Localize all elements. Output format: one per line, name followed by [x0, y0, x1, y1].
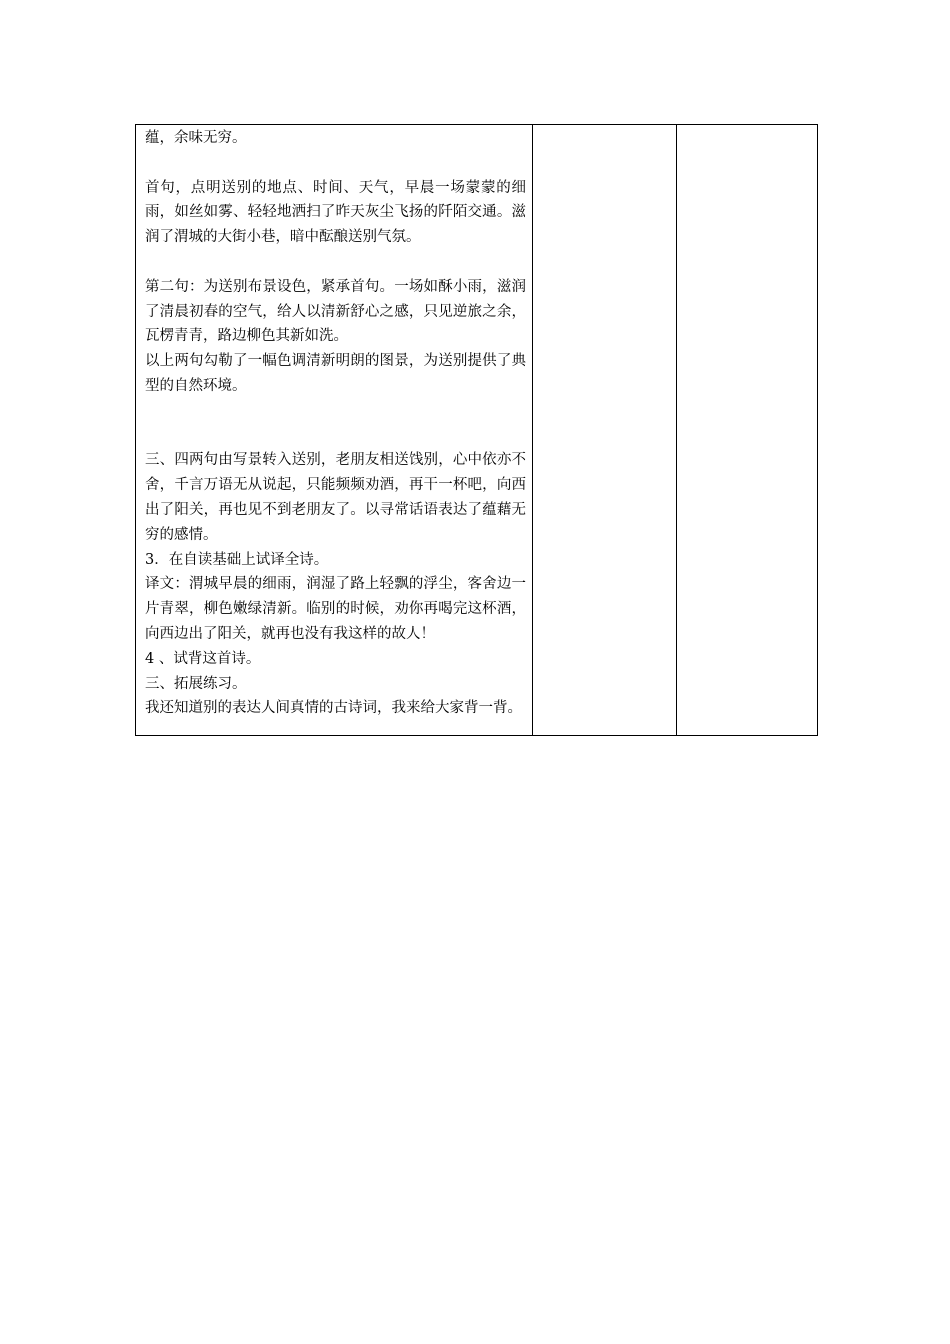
paragraph-intro-end: 蕴，余味无穷。 [145, 130, 247, 146]
paragraph-extension-text: 我还知道别的表达人间真情的古诗词，我来给大家背一背。 [145, 700, 522, 717]
paragraph-first-line-analysis: 首句，点明送别的地点、时间、天气，早晨一场蒙蒙的细雨，如丝如雾、轻轻地洒扫了昨天灰尘飞扬的阡陌交通。滋润了渭城的大街小巷，暗中酝酿送别气氛。 [145, 179, 526, 246]
paragraph-extension-heading: 三、拓展练习。 [145, 675, 247, 692]
paragraph-step-4: 4 、试背这首诗。 [145, 650, 261, 667]
lesson-table [135, 124, 818, 736]
paragraph-third-fourth-analysis: 三、四两句由写景转入送别，老朋友相送饯别，心中依亦不舍，千言万语无从说起，只能频频劝酒，再干一杯吧，向西出了阳关，再也见不到老朋友了。以寻常话语表达了蕴藉无穷的感情。 [145, 452, 526, 543]
empty-cell-right [677, 125, 818, 736]
content-cell [136, 125, 533, 736]
paragraph-summary: 以上两句勾勒了一幅色调清新明朗的图景，为送别提供了典型的自然环境。 [145, 353, 526, 394]
empty-cell-middle [533, 125, 677, 736]
paragraph-second-line-analysis: 第二句：为送别布景设色，紧承首句。一场如酥小雨，滋润了清晨初春的空气，给人以清新舒心之感，只见逆旅之余，瓦楞青青，路边柳色其新如洗。 [145, 278, 526, 345]
table-row [136, 125, 818, 736]
blank-line [145, 424, 526, 449]
blank-line [145, 151, 526, 176]
paragraph-step-3: 3．在自读基础上试译全诗。 [145, 551, 329, 568]
paragraph-translation: 译文：渭城早晨的细雨，润湿了路上轻飘的浮尘，客舍边一片青翠，柳色嫩绿清新。临别的时候，劝你再喝完这杯酒，向西边出了阳关，就再也没有我这样的故人！ [145, 576, 526, 642]
blank-line [145, 399, 526, 424]
blank-line [145, 250, 526, 275]
